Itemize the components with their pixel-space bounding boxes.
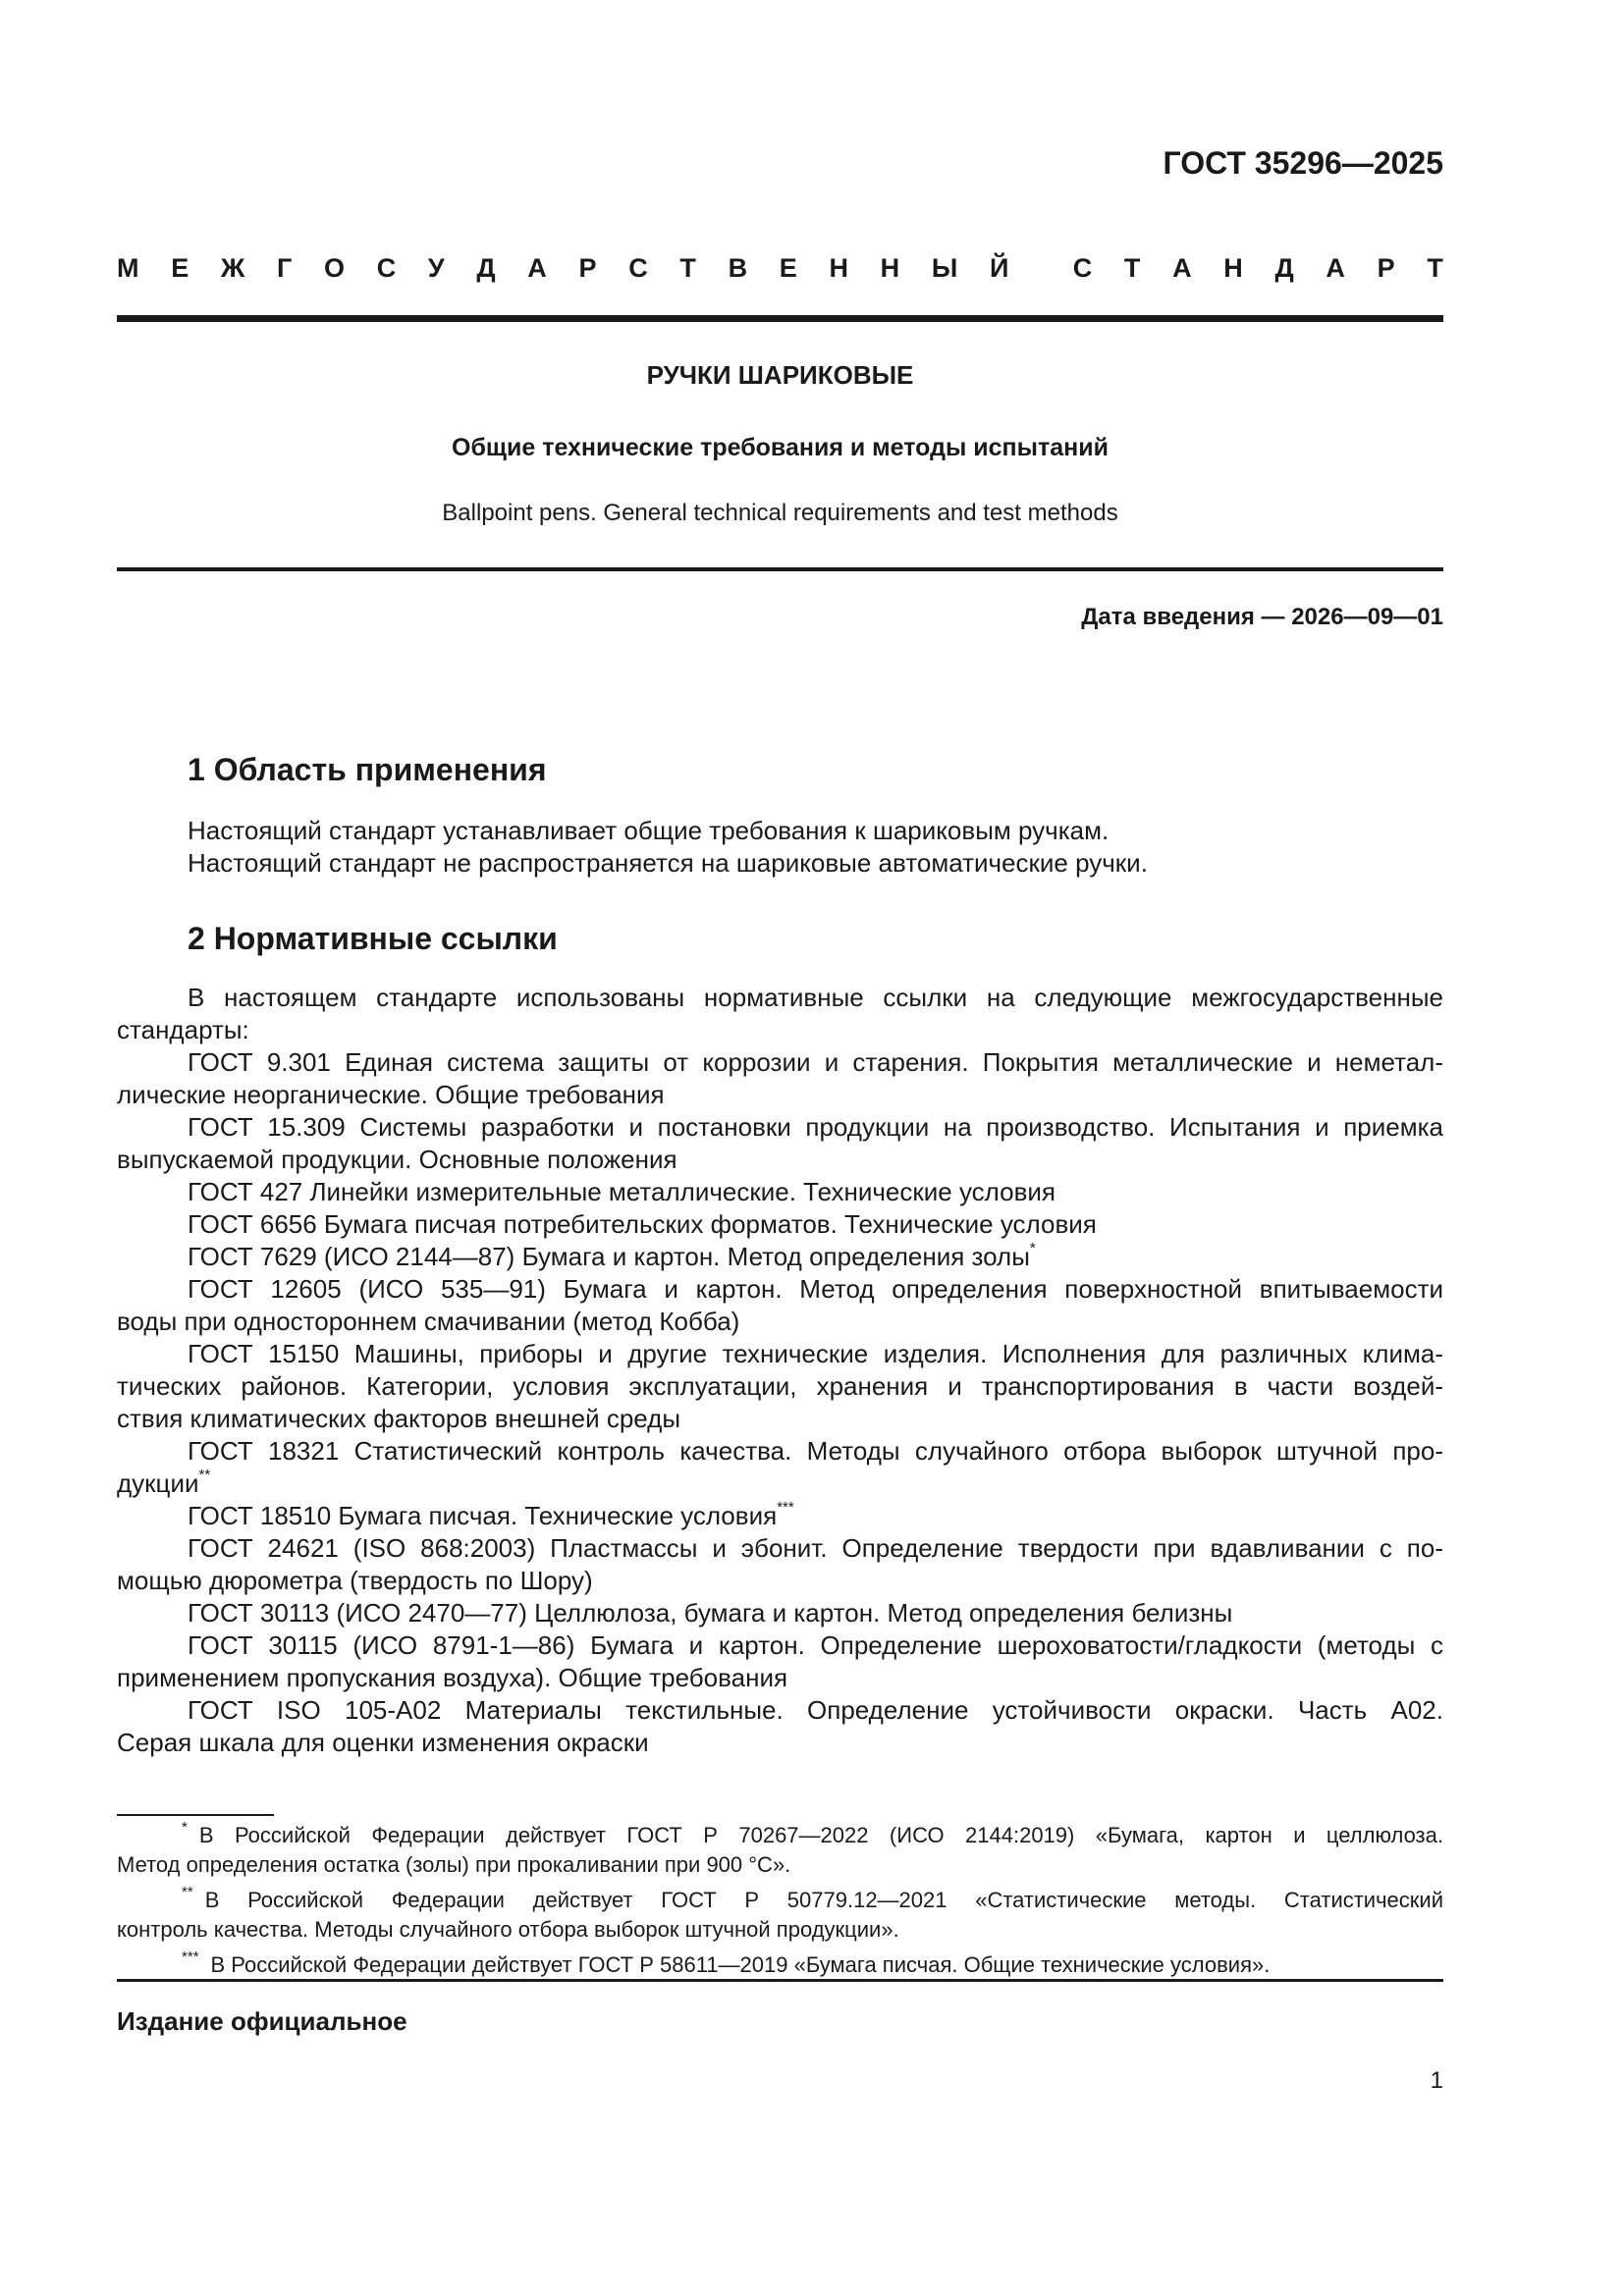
section-2-heading: 2 Нормативные ссылки bbox=[188, 921, 558, 956]
footnote-separator bbox=[117, 1814, 274, 1816]
footnote-mark: ** bbox=[182, 1883, 193, 1900]
reference-line bbox=[117, 1370, 1443, 1403]
footnote-mark: * bbox=[182, 1818, 188, 1836]
banner-letter: С bbox=[628, 253, 648, 283]
footnote-text: В Российской Федерации действует ГОСТ Р 50779.12—2021 «Статистические методы. Статистический bbox=[204, 1888, 1443, 1912]
section-1-line: Настоящий стандарт не распространяется на шариковые автоматические ручки. bbox=[188, 848, 1148, 878]
banner-letter: О bbox=[323, 253, 345, 283]
footnote-line bbox=[117, 1915, 1443, 1945]
banner-letter: Т bbox=[1427, 253, 1443, 283]
reference-text: ГОСТ 24621 (ISO 868:2003) Пластмассы и эбонит. Определение твердости при вдавливании с по- bbox=[188, 1533, 1443, 1563]
reference-text: ГОСТ 12605 (ИСО 535—91) Бумага и картон. Метод определения поверхностной впитываемости bbox=[188, 1274, 1443, 1304]
official-edition-label: Издание официальное bbox=[117, 2006, 407, 2036]
reference-text: ГОСТ 15.309 Системы разработки и постановки продукции на производство. Испытания и приемка bbox=[188, 1112, 1443, 1142]
banner-letter: А bbox=[527, 253, 547, 283]
header-rule bbox=[117, 315, 1443, 322]
banner-letter: Е bbox=[779, 253, 797, 283]
reference-text: ГОСТ 6656 Бумага писчая потребительских форматов. Технические условия bbox=[188, 1209, 1097, 1239]
reference-line bbox=[117, 1273, 1443, 1306]
standard-subtitle: Общие технические требования и методы испытаний bbox=[452, 434, 1109, 461]
banner-letter: Н bbox=[1223, 253, 1243, 283]
reference-text: ГОСТ 18321 Статистический контроль качества. Методы случайного отбора выборок штучной про- bbox=[188, 1436, 1443, 1466]
reference-text: выпускаемой продукции. Основные положения bbox=[117, 1145, 677, 1174]
reference-text: тических районов. Категории, условия эксплуатации, хранения и транспортирования в части воздей- bbox=[117, 1371, 1443, 1401]
reference-line bbox=[117, 1306, 1443, 1338]
banner-letter: С bbox=[376, 253, 397, 283]
reference-text: мощью дюрометра (твердость по Шору) bbox=[117, 1566, 593, 1595]
reference-line bbox=[117, 1079, 1443, 1111]
reference-text: ГОСТ 18510 Бумага писчая. Технические условия bbox=[188, 1501, 778, 1530]
banner-letter: Й bbox=[989, 253, 1009, 283]
interstate-standard-banner bbox=[117, 253, 1443, 284]
english-title: Ballpoint pens. General technical requirements and test methods bbox=[442, 500, 1118, 526]
footnote-marker: *** bbox=[777, 1499, 794, 1517]
page-number: 1 bbox=[1430, 2067, 1443, 2094]
banner-letter: Е bbox=[171, 253, 189, 283]
reference-text: В настоящем стандарте использованы нормативные ссылки на следующие межгосударственные bbox=[188, 983, 1443, 1012]
section-1-line: Настоящий стандарт устанавливает общие требования к шариковым ручкам. bbox=[188, 816, 1110, 845]
reference-line bbox=[117, 1241, 1443, 1273]
reference-line bbox=[117, 1338, 1443, 1370]
reference-line bbox=[117, 1176, 1443, 1208]
footnote bbox=[117, 1818, 1443, 1880]
reference-text: воды при одностороннем смачивании (метод Кобба) bbox=[117, 1307, 740, 1336]
banner-letter: В bbox=[728, 253, 748, 283]
reference-text: стандарты: bbox=[117, 1015, 249, 1044]
standard-title: РУЧКИ ШАРИКОВЫЕ bbox=[646, 360, 914, 390]
banner-letter: Н bbox=[880, 253, 900, 283]
reference-line bbox=[117, 1662, 1443, 1694]
reference-line bbox=[117, 1111, 1443, 1144]
banner-letter: У bbox=[427, 253, 445, 283]
footnote bbox=[117, 1883, 1443, 1945]
banner-letter: С bbox=[1072, 253, 1093, 283]
reference-text: ГОСТ 9.301 Единая система защиты от коррозии и старения. Покрытия металлические и неметал- bbox=[188, 1047, 1443, 1077]
banner-letter: А bbox=[1326, 253, 1345, 283]
reference-line bbox=[117, 1500, 1443, 1532]
reference-line bbox=[117, 1629, 1443, 1662]
reference-text: применением пропускания воздуха). Общие требования bbox=[117, 1663, 788, 1692]
banner-letter: М bbox=[117, 253, 139, 283]
reference-line bbox=[117, 1403, 1443, 1435]
banner-letter: Д bbox=[1274, 253, 1294, 283]
banner-letter: Ы bbox=[931, 253, 958, 283]
footnote-mark: *** bbox=[182, 1948, 199, 1965]
reference-line bbox=[117, 1435, 1443, 1468]
reference-text: ГОСТ 15150 Машины, приборы и другие технические изделия. Исполнения для различных клима- bbox=[188, 1339, 1443, 1368]
footnote bbox=[117, 1950, 1443, 1980]
document-id: ГОСТ 35296—2025 bbox=[1163, 145, 1443, 181]
reference-line bbox=[117, 1727, 1443, 1759]
section-1-body bbox=[188, 815, 1443, 880]
reference-line bbox=[117, 1694, 1443, 1727]
footnote-line bbox=[117, 1883, 1443, 1915]
reference-line bbox=[117, 1468, 1443, 1500]
reference-line bbox=[117, 1565, 1443, 1597]
banner-letter: Т bbox=[679, 253, 696, 283]
footnote-line bbox=[117, 1950, 1443, 1980]
section-1-heading: 1 Область применения bbox=[188, 752, 547, 787]
reference-text: Серая шкала для оценки изменения окраски bbox=[117, 1728, 649, 1757]
footer-rule bbox=[117, 1979, 1443, 1982]
section-2-body bbox=[117, 982, 1443, 1759]
footnote-text: В Российской Федерации действует ГОСТ Р 58611—2019 «Бумага писчая. Общие технические условия». bbox=[210, 1952, 1271, 1977]
reference-text: ГОСТ 7629 (ИСО 2144—87) Бумага и картон. Метод определения золы bbox=[188, 1242, 1030, 1271]
footnotes bbox=[117, 1818, 1443, 1986]
footnote-marker: * bbox=[1029, 1240, 1036, 1257]
reference-text: ствия климатических факторов внешней среды bbox=[117, 1404, 681, 1433]
banner-letter: Ж bbox=[220, 253, 245, 283]
reference-text: ГОСТ 427 Линейки измерительные металлические. Технические условия bbox=[188, 1177, 1056, 1206]
reference-line bbox=[117, 1014, 1443, 1046]
reference-line bbox=[117, 1046, 1443, 1079]
banner-letter: Р bbox=[1377, 253, 1395, 283]
banner-letter: Р bbox=[578, 253, 597, 283]
title-rule bbox=[117, 567, 1443, 571]
banner-letter: А bbox=[1172, 253, 1192, 283]
banner-letter: Г bbox=[276, 253, 293, 283]
reference-line bbox=[117, 1597, 1443, 1629]
introduction-date: Дата введения — 2026—09—01 bbox=[1081, 604, 1443, 630]
banner-letter: Н bbox=[829, 253, 848, 283]
banner-letter: Д bbox=[476, 253, 496, 283]
footnote-text: В Российской Федерации действует ГОСТ Р 70267—2022 (ИСО 2144:2019) «Бумага, картон и целлюлоза. bbox=[198, 1823, 1443, 1847]
reference-line bbox=[117, 1144, 1443, 1176]
footnote-marker: ** bbox=[198, 1467, 211, 1484]
reference-text: ГОСТ ISO 105-A02 Материалы текстильные. Определение устойчивости окраски. Часть A02. bbox=[188, 1695, 1443, 1725]
reference-line bbox=[117, 1208, 1443, 1241]
footnote-text: контроль качества. Методы случайного отбора выборок штучной продукции». bbox=[117, 1917, 899, 1942]
reference-text: дукции bbox=[117, 1468, 199, 1498]
reference-text: лические неорганические. Общие требования bbox=[117, 1080, 665, 1109]
reference-text: ГОСТ 30113 (ИСО 2470—77) Целлюлоза, бумага и картон. Метод определения белизны bbox=[188, 1598, 1233, 1628]
reference-line bbox=[117, 982, 1443, 1014]
footnote-line bbox=[117, 1818, 1443, 1850]
banner-letter: Т bbox=[1123, 253, 1141, 283]
footnote-line bbox=[117, 1850, 1443, 1880]
reference-text: ГОСТ 30115 (ИСО 8791-1—86) Бумага и картон. Определение шероховатости/гладкости (методы с bbox=[188, 1630, 1443, 1660]
footnote-text: Метод определения остатка (золы) при прокаливании при 900 °С». bbox=[117, 1852, 791, 1877]
reference-line bbox=[117, 1532, 1443, 1565]
